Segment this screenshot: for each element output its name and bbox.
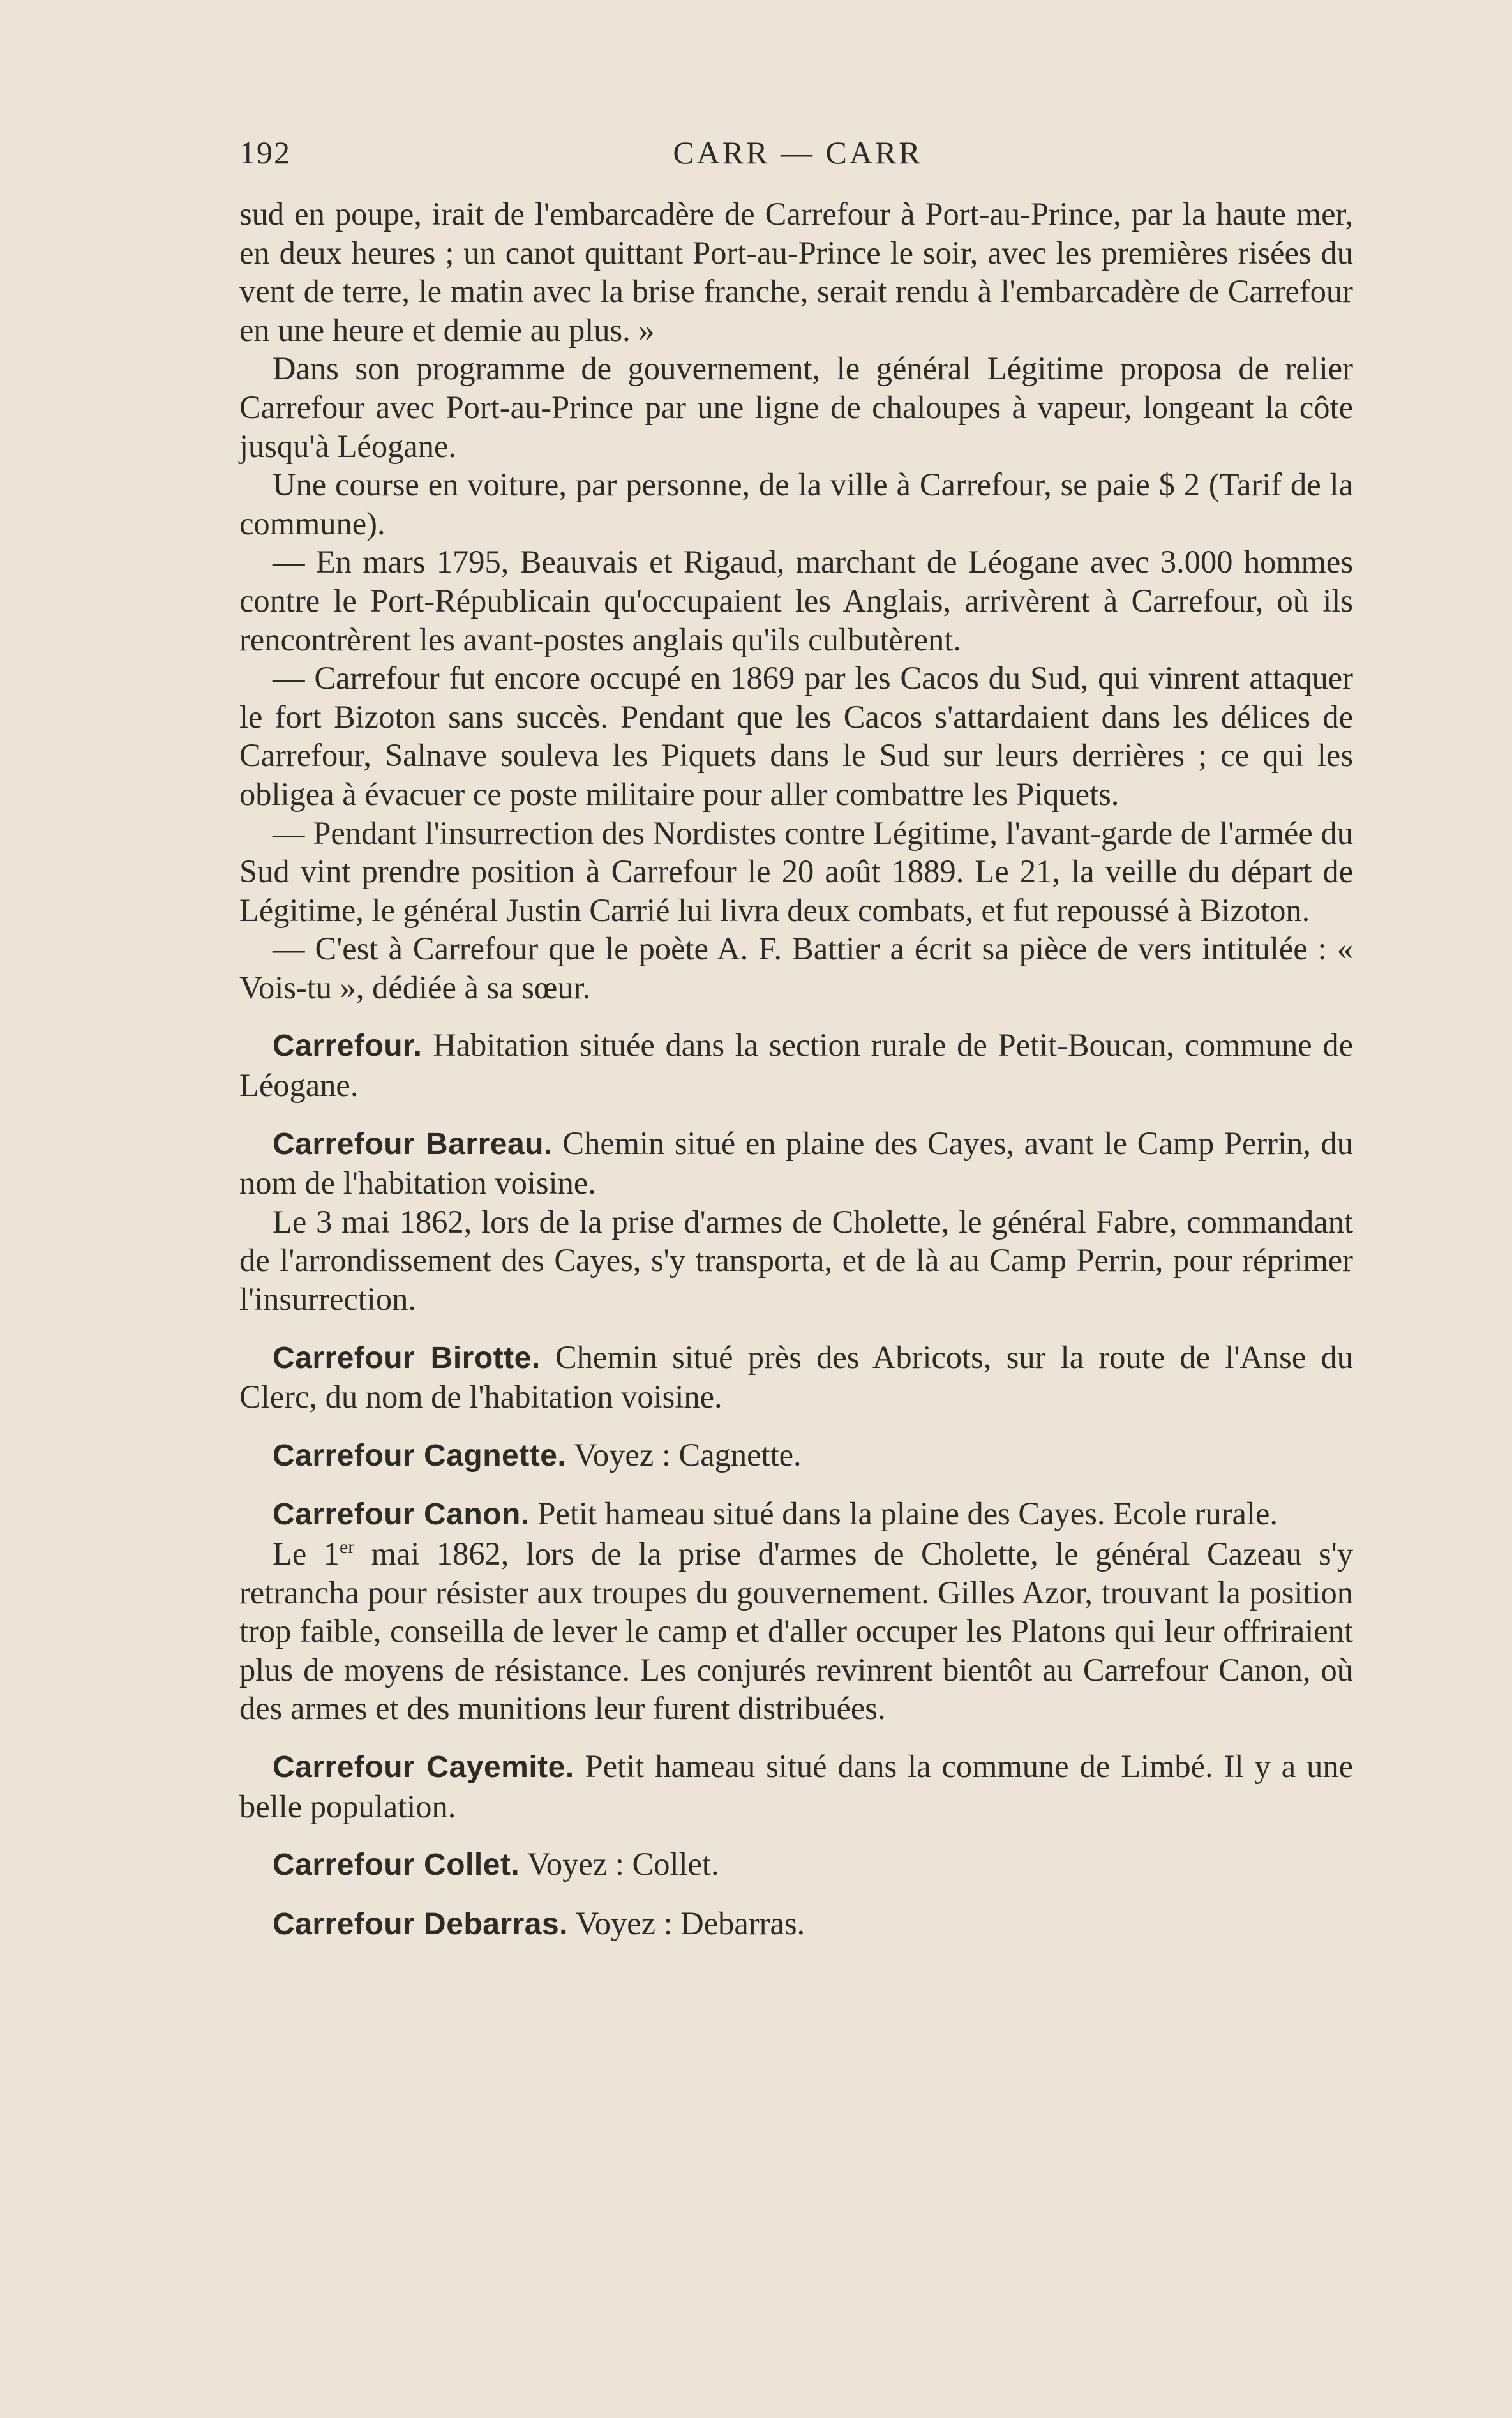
running-title: CARR — CARR xyxy=(673,135,923,170)
dictionary-entry xyxy=(239,1904,1353,1944)
page-number: 192 xyxy=(239,135,291,170)
entry-headword: Carrefour Barreau. xyxy=(273,1127,553,1161)
superscript: er xyxy=(339,1536,355,1558)
dictionary-entry xyxy=(239,1845,1353,1885)
entry-headword: Carrefour Cayemite. xyxy=(273,1750,574,1784)
entry-headword: Carrefour Canon. xyxy=(273,1498,530,1532)
entry-headword: Carrefour. xyxy=(273,1029,423,1063)
paragraph: — En mars 1795, Beauvais et Rigaud, marchant de Léogane avec 3.000 hommes contre le Port-Républicain qu'occupaient les Anglais, arrivèrent à Carrefour, où ils rencontrèrent les avant-postes anglais qu'ils culbutèrent. xyxy=(239,544,1353,657)
dictionary-entry xyxy=(239,1436,1353,1476)
entry-headword: Carrefour Debarras. xyxy=(273,1907,569,1941)
entry-definition: Voyez : Collet. xyxy=(520,1846,719,1882)
paragraph: — Pendant l'insurrection des Nordistes contre Légitime, l'avant-garde de l'armée du Sud vint prendre position à Carrefour le 20 août 1889. Le 21, la veille du départ de Légitime, le général Justin Carrié lui livra deux combats, et fut repoussé à Bizoton. xyxy=(239,815,1353,928)
entry-definition: Chemin situé près des Abricots, sur la route de l'Anse du Clerc, du nom de l'habitation voisine. xyxy=(239,1339,1353,1415)
entry-headword: Carrefour Cagnette. xyxy=(273,1438,567,1473)
entry-headword: Carrefour Collet. xyxy=(273,1848,520,1882)
paragraph-continuation: sud en poupe, irait de l'embarcadère de Carrefour à Port-au-Prince, par la haute mer, en deux heures ; un canot quittant Port-au-Prince le soir, avec les premières risées du vent de terre, le matin avec la brise franche, serait rendu à l'embarcadère de Carrefour en une heure et demie au plus. » xyxy=(239,196,1353,348)
dictionary-entry xyxy=(239,1026,1353,1104)
paragraph: — C'est à Carrefour que le poète A. F. Battier a écrit sa pièce de vers intitulée : « Vois-tu », dédiée à sa sœur. xyxy=(239,931,1353,1005)
entry-headword: Carrefour Birotte. xyxy=(273,1340,541,1375)
running-header xyxy=(239,134,1356,179)
dictionary-entry xyxy=(239,1338,1353,1416)
entry-definition: Voyez : Debarras. xyxy=(568,1905,805,1941)
dictionary-entry xyxy=(239,1747,1353,1826)
entry-definition: Chemin situé en plaine des Cayes, avant le Camp Perrin, du nom de l'habitation voisine. xyxy=(239,1125,1353,1201)
entry-definition: Petit hameau situé dans la commune de Limbé. Il y a une belle population. xyxy=(239,1748,1353,1824)
paragraph: — Carrefour fut encore occupé en 1869 par les Cacos du Sud, qui vinrent attaquer le fort Bizoton sans succès. Pendant que les Cacos s'attardaient dans les délices de Carrefour, Salnave souleva les Piquets dans le Sud sur leurs derrières ; ce qui les obligea à évacuer ce poste militaire pour aller combattre les Piquets. xyxy=(239,660,1353,812)
paragraph: Une course en voiture, par personne, de la ville à Carrefour, se paie $ 2 (Tarif de la commune). xyxy=(239,467,1353,541)
paragraph: Dans son programme de gouvernement, le général Légitime proposa de relier Carrefour avec Port-au-Prince par une ligne de chaloupes à vapeur, longeant la côte jusqu'à Léogane. xyxy=(239,350,1353,464)
body-text xyxy=(239,195,1353,1944)
entry-definition: Habitation située dans la section rurale de Petit-Boucan, commune de Léogane. xyxy=(239,1027,1353,1104)
dictionary-entry xyxy=(239,1124,1353,1203)
paragraph: Le 3 mai 1862, lors de la prise d'armes de Cholette, le général Fabre, commandant de l'arrondissement des Cayes, s'y transporta, et de là au Camp Perrin, pour réprimer l'insurrection. xyxy=(239,1203,1353,1318)
dictionary-entry xyxy=(239,1494,1353,1535)
entry-definition: Petit hameau situé dans la plaine des Cayes. Ecole rurale. xyxy=(529,1496,1278,1532)
entry-definition: Voyez : Cagnette. xyxy=(566,1436,802,1473)
paragraph: Le 1er mai 1862, lors de la prise d'armes de Cholette, le général Cazeau s'y retrancha pour résister aux troupes du gouvernement. Gilles Azor, trouvant la position trop faible, conseilla de lever le camp et d'aller occuper les Platons qui leur offriraient plus de moyens de résistance. Les conjurés revinrent bientôt au Carrefour Canon, où des armes et des munitions leur furent distribuées. xyxy=(239,1536,1353,1727)
